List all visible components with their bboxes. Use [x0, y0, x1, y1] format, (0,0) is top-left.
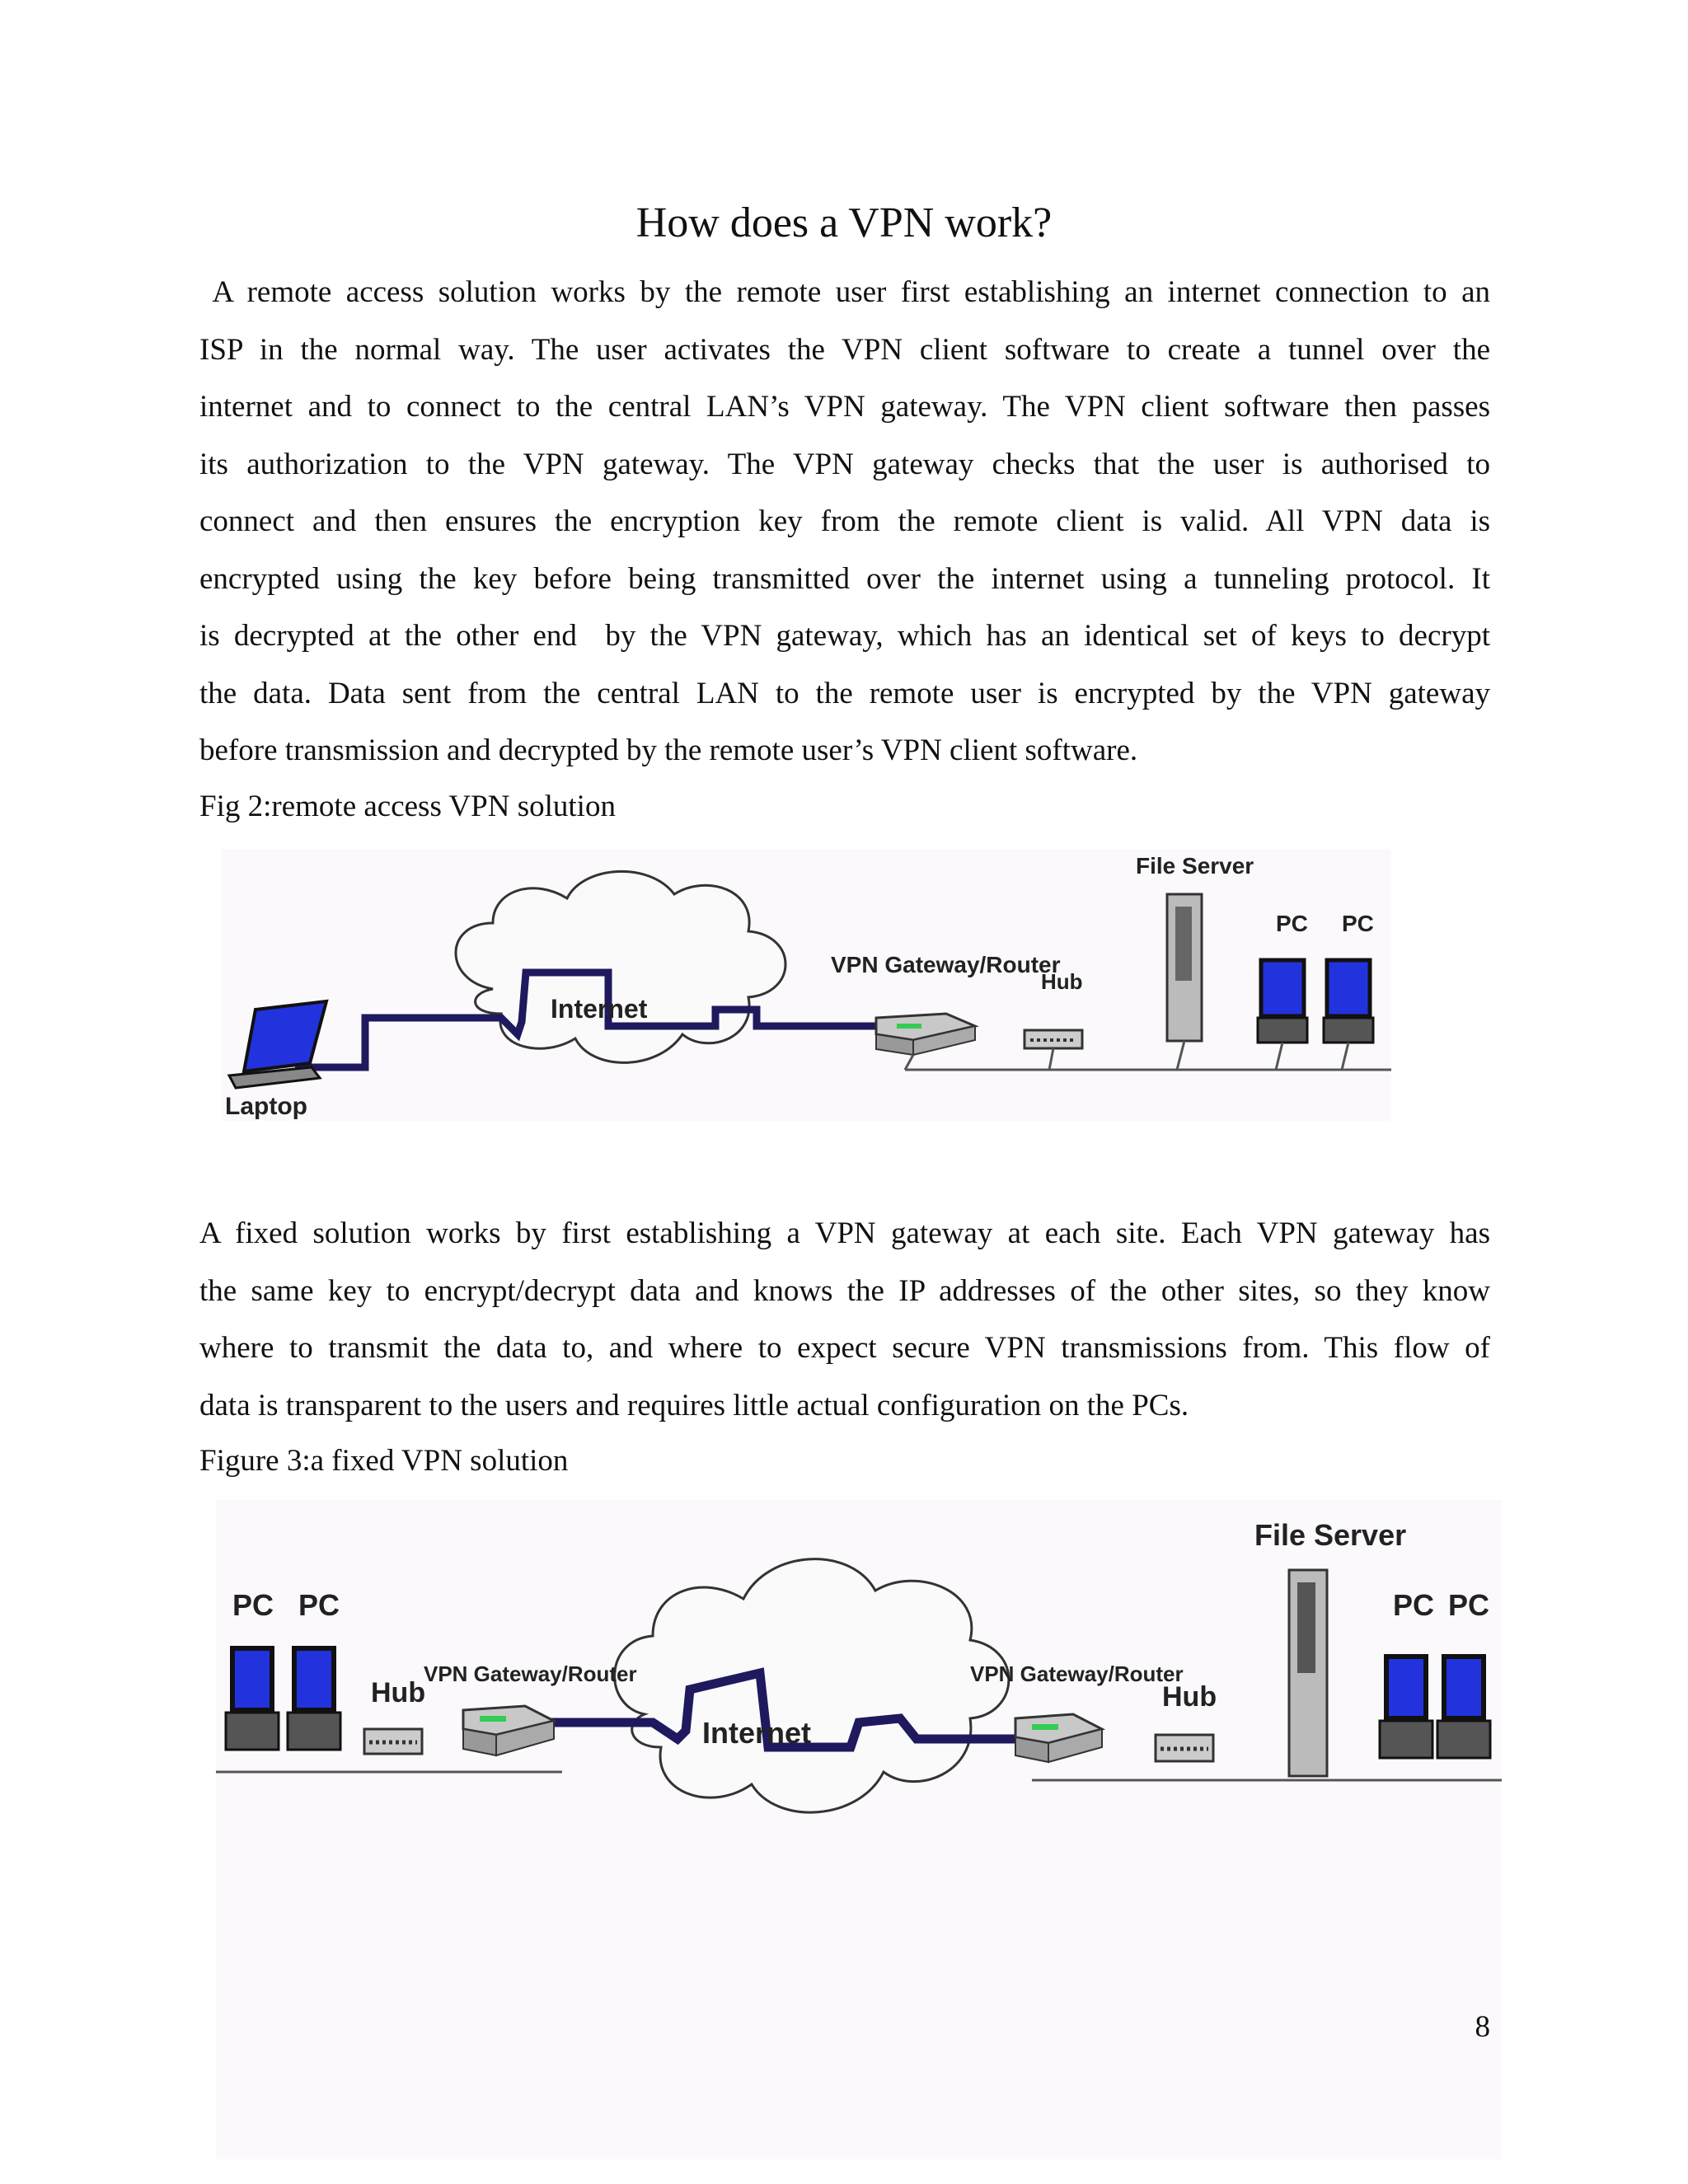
pc-icon	[1437, 1657, 1490, 1758]
figure2-caption: Fig 2:remote access VPN solution	[199, 790, 616, 823]
fig3-label-gateway: VPN Gateway/Router	[970, 1661, 1184, 1686]
fig3-label-hub: Hub	[371, 1677, 426, 1708]
figure2-diagram	[221, 849, 1391, 1121]
fig2-label-internet: Internet	[551, 994, 648, 1024]
paragraph-remote-access	[199, 264, 1490, 780]
fig2-label-laptop: Laptop	[225, 1093, 307, 1120]
figure3-svg	[216, 1500, 1502, 2159]
fig2-label-pc: PC	[1276, 911, 1308, 936]
pc-icon	[288, 1648, 340, 1750]
paragraph-line: A remote access solution works by the remote user first establishing an internet connection to an	[199, 275, 1490, 309]
paragraph-line: data is transparent to the users and requires little actual configuration on the PCs.	[199, 1388, 1189, 1422]
paragraph-line: the same key to encrypt/decrypt data and knows the IP addresses of the other sites, so they know	[199, 1273, 1490, 1308]
internet-cloud	[456, 871, 785, 1062]
paragraph-line: encrypted using the key before being transmitted over the internet using a tunneling protocol. It	[199, 561, 1490, 596]
page-title: How does a VPN work?	[635, 199, 1053, 246]
figure2-svg	[221, 849, 1391, 1121]
hub-icon	[1156, 1735, 1213, 1761]
paragraph-line: where to transmit the data to, and where to expect secure VPN transmissions from. This flow of	[199, 1331, 1490, 1365]
paragraph-fixed-solution	[199, 1205, 1490, 1434]
fig3-label-gateway: VPN Gateway/Router	[424, 1661, 637, 1686]
figure3-caption: Figure 3:a fixed VPN solution	[199, 1444, 569, 1478]
paragraph-line: ISP in the normal way. The user activates the VPN client software to create a tunnel over the	[199, 332, 1490, 367]
figure3-diagram	[216, 1500, 1502, 2159]
vpn-gateway-icon	[876, 1014, 975, 1055]
paragraph-line: the data. Data sent from the central LAN to the remote user is encrypted by the VPN gateway	[199, 676, 1490, 710]
fig3-label-file-server: File Server	[1254, 1518, 1407, 1552]
fig3-label-pc: PC	[1393, 1588, 1435, 1622]
fig2-label-gateway: VPN Gateway/Router	[831, 952, 1061, 977]
fig3-label-pc: PC	[298, 1588, 340, 1622]
paragraph-line: before transmission and decrypted by the remote user’s VPN client software.	[199, 733, 1138, 767]
fig3-label-hub: Hub	[1162, 1681, 1217, 1713]
paragraph-line: is decrypted at the other end by the VPN gateway, which has an identical set of keys to decrypt	[199, 619, 1490, 653]
paragraph-line: its authorization to the VPN gateway. The VPN gateway checks that the user is authorised to	[199, 447, 1490, 481]
paragraph-line: connect and then ensures the encryption key from the remote client is valid. All VPN data is	[199, 504, 1490, 538]
file-server-icon	[1289, 1570, 1327, 1776]
page-number: 8	[1475, 2010, 1490, 2044]
paragraph-line: A fixed solution works by first establishing a VPN gateway at each site. Each VPN gateway has	[199, 1216, 1490, 1250]
fig3-label-pc: PC	[1448, 1588, 1490, 1622]
laptop-icon	[229, 1001, 326, 1088]
fig2-label-pc: PC	[1342, 911, 1374, 936]
fig3-label-internet: Internet	[702, 1716, 812, 1750]
hub-icon	[364, 1729, 422, 1754]
hub-icon	[1025, 1030, 1082, 1048]
fig3-label-pc: PC	[232, 1588, 274, 1622]
file-server-icon	[1167, 894, 1202, 1041]
pc-icon	[226, 1648, 279, 1750]
pc-icon	[1324, 960, 1373, 1043]
paragraph-line: internet and to connect to the central LAN’s VPN gateway. The VPN client software then passes	[199, 390, 1490, 424]
fig2-label-hub: Hub	[1041, 969, 1083, 994]
pc-icon	[1380, 1657, 1432, 1758]
pc-icon	[1258, 960, 1307, 1043]
fig2-label-file-server: File Server	[1136, 853, 1254, 879]
